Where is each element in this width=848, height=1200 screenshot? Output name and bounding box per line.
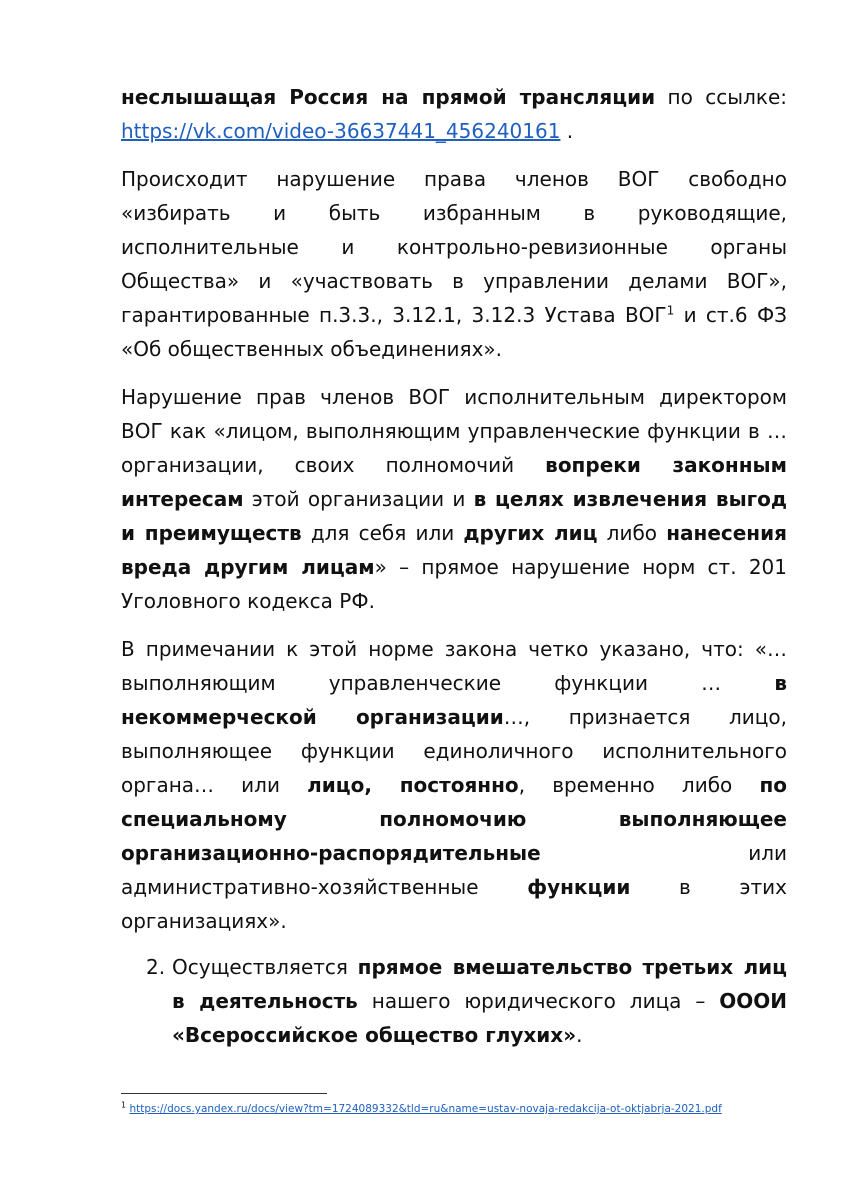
text: Осуществляется (172, 955, 358, 979)
bold-text: неслышащая Россия на прямой трансляции (121, 85, 656, 109)
paragraph-broadcast (121, 80, 787, 148)
paragraph-director-violation (121, 380, 787, 618)
document-body (121, 80, 787, 952)
text: Нарушение прав членов ВОГ исполнительным директором ВОГ как «лицом, выполняющим управленческие функции в …организации, своих полномочий (121, 385, 787, 477)
footnote-separator (121, 1093, 327, 1094)
bold-text: в некоммерческой организации (121, 671, 787, 729)
footnote-ref[interactable]: 1 (666, 303, 675, 318)
text: » – прямое нарушение норм ст. 201 Уголовного кодекса РФ. (121, 555, 787, 613)
text: , временно либо (518, 773, 760, 797)
text: по ссылке: (655, 85, 787, 109)
text: и ст.6 ФЗ «Об общественных объединениях». (121, 303, 788, 361)
paragraph-rights-violation (121, 162, 787, 366)
list-number: 2. (146, 955, 166, 979)
text: В примечании к этой норме закона четко указано, что: «…выполняющим управленческие функции … (121, 637, 787, 695)
bold-text: вопреки законным интересам (121, 453, 787, 511)
text: …, признается лицо, выполняющее функции единоличного исполнительного органа… или (121, 705, 787, 797)
bold-text: функции (527, 875, 631, 899)
text: . (576, 1023, 583, 1047)
text: . (560, 119, 574, 143)
video-link[interactable]: https://vk.com/video-36637441_456240161 (121, 119, 561, 143)
text: или административно-хозяйственные (121, 841, 787, 899)
footnote-number: 1 (121, 1100, 127, 1110)
bold-text: ОООИ «Всероссийское общество глухих» (172, 989, 788, 1047)
paragraph-law-note (121, 632, 787, 938)
bold-text: нанесения вреда другим лицам (121, 521, 787, 579)
numbered-list-item-2 (146, 950, 787, 1052)
text: в этих организациях». (121, 875, 787, 933)
text: Происходит нарушение права членов ВОГ свободно «избирать и быть избранным в руководящие, исполнительные и контрольно-ревизионные органы Общества» и «участвовать в управлении делами ВОГ», гарантированные п.3.3., 3.12.1, 3.12.3 Устава ВОГ (121, 167, 787, 327)
text: либо (597, 521, 667, 545)
list-item-text (172, 950, 787, 1052)
footnote (121, 1101, 801, 1117)
bold-text: по специальному полномочию выполняющее организационно-распорядительные (121, 773, 787, 865)
bold-text: прямое вмешательство третьих лиц в деятельность (172, 955, 787, 1013)
bold-text: лицо, постоянно (307, 773, 519, 797)
text: для себя или (301, 521, 464, 545)
text: нашего юридического лица – (357, 989, 720, 1013)
text: этой организации и (243, 487, 474, 511)
footnote-link[interactable]: https://docs.yandex.ru/docs/view?tm=1724089332&tld=ru&name=ustav-novaja-redakcija-ot-oktjabrja-2021.pdf (129, 1103, 722, 1115)
bold-text: других лиц (463, 521, 598, 545)
bold-text: в целях извлечения выгод и преимуществ (121, 487, 788, 545)
